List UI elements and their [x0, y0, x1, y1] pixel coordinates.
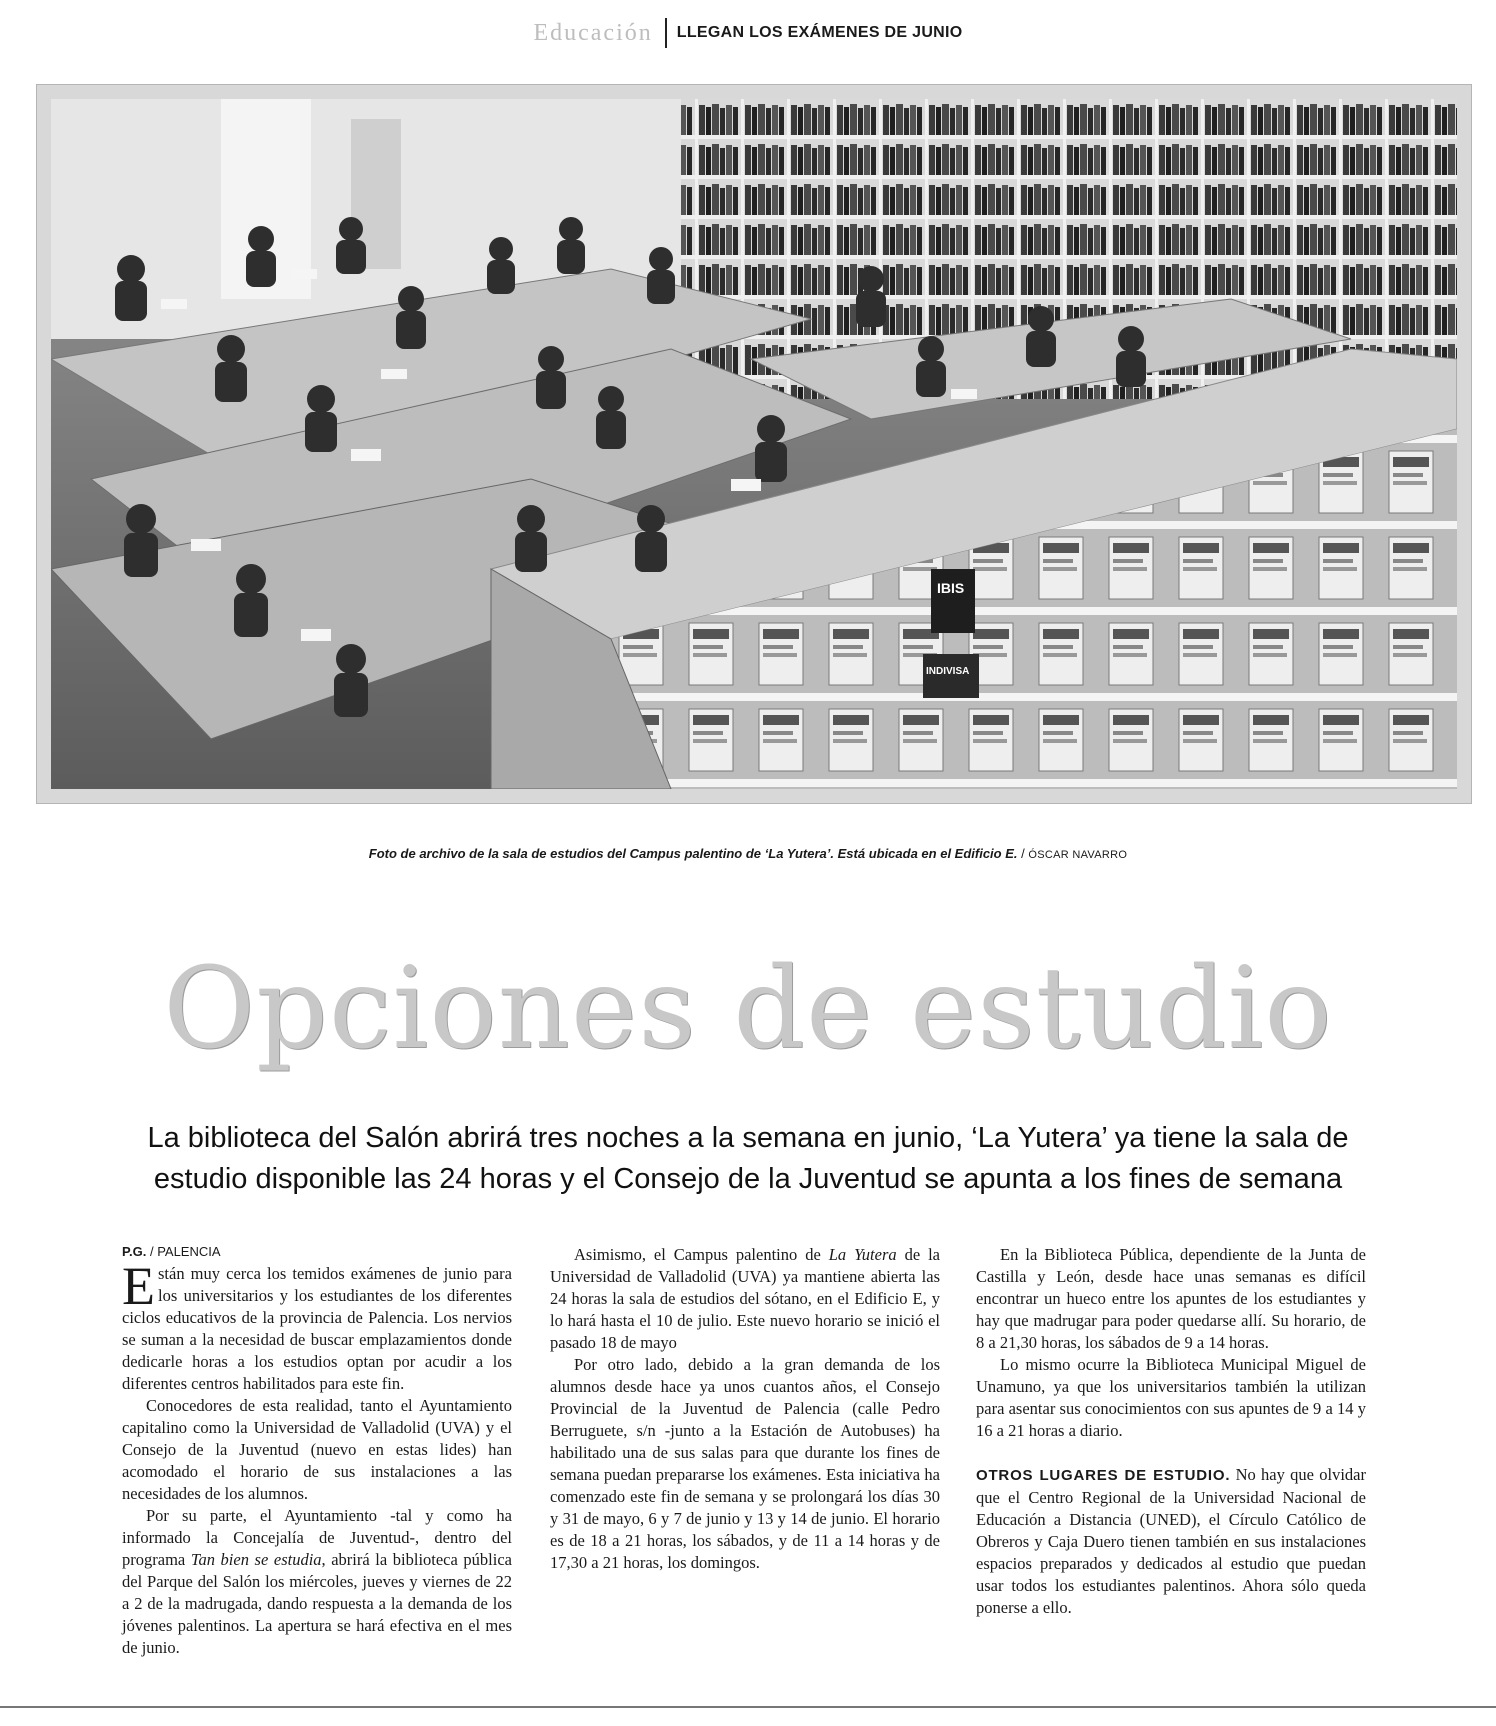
- paragraph-8-text: No hay que olvidar que el Centro Regional de la Universidad Nacional de Educación a Distancia (UNED), el Círculo Católico de Obreros y Caja Duero tienen también en sus instalaciones espacios preparados y dedicados al estudio que puedan usar todos los estudiantes palentinos. Ahora sólo queda ponerse a ello.: [976, 1465, 1366, 1617]
- paragraph-4-start: Asimismo, el Campus palentino de: [574, 1245, 829, 1264]
- byline: [122, 1244, 512, 1260]
- paragraph-gap: [976, 1442, 1366, 1464]
- bottom-rule: [0, 1706, 1496, 1708]
- paragraph-3-start: Por su parte, el Ayuntamiento -tal y como ha informado la Concejalía de Juventud-, dentro del programa: [122, 1506, 512, 1569]
- drop-cap: E: [122, 1256, 155, 1316]
- paragraph-4-end: de la Universidad de Valladolid (UVA) ya mantiene abierta las 24 horas la sala de estudios del sótano, en el Edificio E, y lo hará hasta el 10 de julio. Este nuevo horario se inició el pasado 18 de mayo: [550, 1245, 941, 1352]
- byline-location: PALENCIA: [157, 1244, 221, 1259]
- section-name: Educación: [533, 19, 653, 46]
- paragraph-3-end: , abrirá la biblioteca pública del Parque del Salón los miércoles, jueves y viernes de 22 a 2 de la madrugada, dando respuesta a la demanda de los jóvenes palentinos. La apertura se hará efectiva en el mes de junio.: [122, 1550, 512, 1657]
- article-column-3: [976, 1244, 1366, 1619]
- book-cover-indivisa: INDIVISA: [926, 666, 970, 677]
- byline-author: P.G.: [122, 1244, 147, 1259]
- photo-caption: [0, 846, 1496, 861]
- headline: Opciones de estudio: [163, 944, 1333, 1074]
- library-photo-illustration: [51, 99, 1457, 789]
- page-header: [0, 18, 1496, 54]
- paragraph-1: [122, 1256, 512, 1395]
- library-photo: [51, 99, 1457, 789]
- caption-separator: /: [1017, 846, 1029, 861]
- book-cover-ibis: IBIS: [937, 580, 965, 596]
- byline-separator: /: [146, 1244, 158, 1259]
- paragraph-2: Conocedores de esta realidad, tanto el Ayuntamiento capitalino como la Universidad de Valladolid (UVA) y el Consejo de la Juventud (nuevo en estas lides) han acomodado el horario de sus instalaciones a las necesidades de los alumnos.: [122, 1396, 512, 1503]
- paragraph-8: [976, 1464, 1366, 1619]
- paragraph-3: [122, 1505, 512, 1659]
- article-column-1: [122, 1244, 512, 1659]
- photo-frame: [36, 84, 1472, 804]
- paragraph-7: Lo mismo ocurre la Biblioteca Municipal Miguel de Unamuno, ya que los universitarios también la utilizan para asentar sus conocimientos con sus apuntes de 9 a 14 y 16 a 21 horas a diario.: [976, 1355, 1366, 1440]
- program-name: Tan bien se estudia: [190, 1550, 322, 1569]
- subsection-title: OTROS LUGARES DE ESTUDIO.: [976, 1467, 1231, 1484]
- subheadline: La biblioteca del Salón abrirá tres noches a la semana en junio, ‘La Yutera’ ya tiene la sala de estudio disponible las 24 horas y el Consejo de la Juventud se apunta a los fines de semana: [147, 1122, 1349, 1195]
- kicker: LLEGAN LOS EXÁMENES DE JUNIO: [676, 24, 963, 41]
- photo-credit: ÓSCAR NAVARRO: [1028, 849, 1128, 861]
- article-body: [122, 1244, 1372, 1700]
- campus-name: La Yutera: [828, 1245, 897, 1264]
- paragraph-5: Por otro lado, debido a la gran demanda de los alumnos desde hace ya unos cuantos años, el Consejo Provincial de la Juventud de Palencia (calle Pedro Berruguete, s/n -junto a la Estación de Autobuses) ha habilitado una de sus salas para que durante los fines de semana puedan prepararse los exámenes. Esta iniciativa ha comenzado este fin de semana y se prolongará los días 30 y 31 de mayo, 6 y 7 de junio y 13 y 14 de junio. El horario es de 18 a 21 horas, los sábados, y de 11 a 14 horas y de 17,30 a 21 horas, los domingos.: [550, 1355, 940, 1572]
- paragraph-1-text: stán muy cerca los temidos exámenes de junio para los universitarios y los estudiantes de los diferentes ciclos educativos de la provincia de Palencia. Los nervios se suman a la necesidad de buscar emplazamientos donde dedicarle horas a los estudios optan por acudir a los diferentes centros habilitados para este fin.: [122, 1264, 512, 1393]
- paragraph-4: [550, 1244, 940, 1354]
- article-column-2: [550, 1244, 940, 1574]
- caption-text: Foto de archivo de la sala de estudios del Campus palentino de ‘La Yutera’. Está ubicada en el Edificio E.: [368, 846, 1018, 861]
- paragraph-6: En la Biblioteca Pública, dependiente de la Junta de Castilla y León, desde hace unas semanas es difícil encontrar un hueco entre los apuntes de los estudiantes y hay que madrugar para poder quedarse allí. Su horario, de 8 a 21,30 horas, los sábados de 9 a 14 horas.: [976, 1245, 1366, 1352]
